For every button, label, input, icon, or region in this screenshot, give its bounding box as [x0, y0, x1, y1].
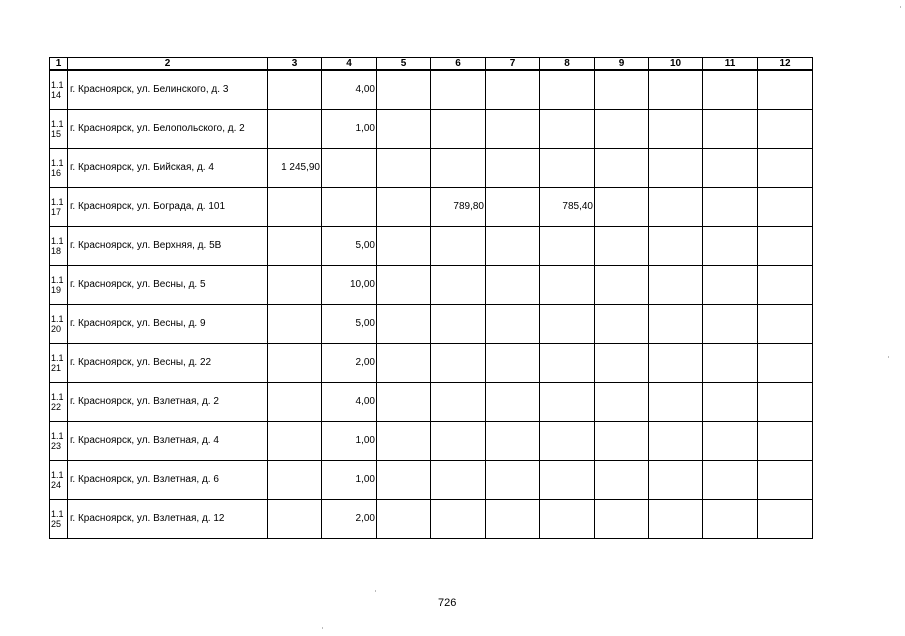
data-table — [49, 57, 813, 539]
value-cell-10 — [649, 382, 703, 421]
value-cell-7 — [486, 265, 540, 304]
address-cell: г. Красноярск, ул. Взлетная, д. 12 — [68, 499, 268, 538]
value-cell-6 — [431, 109, 486, 148]
value-cell-3 — [268, 109, 322, 148]
value-cell-12 — [758, 421, 813, 460]
row-number-suffix: 21 — [51, 362, 62, 373]
value-cell-4: 5,00 — [322, 304, 377, 343]
row-number-prefix: 1.1 — [51, 235, 64, 246]
value-cell-4: 2,00 — [322, 343, 377, 382]
value-cell-3 — [268, 382, 322, 421]
table-row — [50, 421, 813, 460]
value-cell-6 — [431, 265, 486, 304]
row-number-suffix: 22 — [51, 401, 62, 412]
row-number-prefix: 1.1 — [51, 508, 64, 519]
value-cell-6 — [431, 148, 486, 187]
value-cell-12 — [758, 343, 813, 382]
value-cell-6 — [431, 499, 486, 538]
value-cell-9 — [595, 421, 649, 460]
address-cell: г. Красноярск, ул. Взлетная, д. 2 — [68, 382, 268, 421]
value-cell-5 — [377, 109, 431, 148]
value-cell-8 — [540, 304, 595, 343]
table-row — [50, 382, 813, 421]
address-cell: г. Красноярск, ул. Весны, д. 9 — [68, 304, 268, 343]
value-cell-7 — [486, 226, 540, 265]
value-cell-12 — [758, 304, 813, 343]
value-cell-8 — [540, 265, 595, 304]
value-cell-8 — [540, 421, 595, 460]
value-cell-7 — [486, 187, 540, 226]
value-cell-4: 5,00 — [322, 226, 377, 265]
value-cell-11 — [703, 499, 758, 538]
value-cell-7 — [486, 109, 540, 148]
row-number-prefix: 1.1 — [51, 391, 64, 402]
value-cell-5 — [377, 70, 431, 109]
value-cell-11 — [703, 226, 758, 265]
address-cell: г. Красноярск, ул. Верхняя, д. 5В — [68, 226, 268, 265]
address-cell: г. Красноярск, ул. Весны, д. 22 — [68, 343, 268, 382]
value-cell-5 — [377, 226, 431, 265]
address-cell: г. Красноярск, ул. Бограда, д. 101 — [68, 187, 268, 226]
value-cell-5 — [377, 499, 431, 538]
value-cell-9 — [595, 499, 649, 538]
row-number-prefix: 1.1 — [51, 274, 64, 285]
value-cell-7 — [486, 70, 540, 109]
value-cell-8 — [540, 226, 595, 265]
scan-speck — [888, 356, 889, 358]
table-row — [50, 70, 813, 109]
row-number-suffix: 14 — [51, 89, 62, 100]
value-cell-5 — [377, 421, 431, 460]
table-row — [50, 499, 813, 538]
row-number-suffix: 16 — [51, 167, 62, 178]
value-cell-5 — [377, 265, 431, 304]
value-cell-3 — [268, 265, 322, 304]
row-number-cell — [50, 499, 68, 538]
value-cell-9 — [595, 304, 649, 343]
row-number-cell — [50, 421, 68, 460]
value-cell-4 — [322, 148, 377, 187]
value-cell-12 — [758, 148, 813, 187]
value-cell-11 — [703, 265, 758, 304]
value-cell-12 — [758, 226, 813, 265]
table-body — [50, 70, 813, 538]
value-cell-7 — [486, 304, 540, 343]
value-cell-11 — [703, 343, 758, 382]
value-cell-11 — [703, 421, 758, 460]
value-cell-6 — [431, 226, 486, 265]
value-cell-11 — [703, 187, 758, 226]
row-number-prefix: 1.1 — [51, 79, 64, 90]
table-row — [50, 460, 813, 499]
column-header-2: 2 — [68, 58, 268, 71]
row-number-cell — [50, 460, 68, 499]
value-cell-4: 1,00 — [322, 460, 377, 499]
value-cell-9 — [595, 460, 649, 499]
value-cell-8 — [540, 70, 595, 109]
value-cell-7 — [486, 421, 540, 460]
row-number-suffix: 20 — [51, 323, 62, 334]
value-cell-6 — [431, 343, 486, 382]
value-cell-6: 789,80 — [431, 187, 486, 226]
row-number-prefix: 1.1 — [51, 352, 64, 363]
value-cell-6 — [431, 382, 486, 421]
value-cell-8 — [540, 382, 595, 421]
value-cell-8 — [540, 109, 595, 148]
value-cell-12 — [758, 382, 813, 421]
value-cell-5 — [377, 148, 431, 187]
value-cell-3 — [268, 499, 322, 538]
value-cell-11 — [703, 460, 758, 499]
row-number-suffix: 24 — [51, 479, 62, 490]
value-cell-11 — [703, 70, 758, 109]
address-cell: г. Красноярск, ул. Белопольского, д. 2 — [68, 109, 268, 148]
value-cell-11 — [703, 304, 758, 343]
table-row — [50, 304, 813, 343]
value-cell-8: 785,40 — [540, 187, 595, 226]
value-cell-7 — [486, 382, 540, 421]
value-cell-4: 10,00 — [322, 265, 377, 304]
value-cell-4 — [322, 187, 377, 226]
header-row — [50, 58, 813, 71]
value-cell-9 — [595, 343, 649, 382]
value-cell-12 — [758, 499, 813, 538]
value-cell-6 — [431, 304, 486, 343]
value-cell-6 — [431, 460, 486, 499]
row-number-prefix: 1.1 — [51, 469, 64, 480]
row-number-cell — [50, 187, 68, 226]
row-number-cell — [50, 382, 68, 421]
column-header-6: 6 — [431, 58, 486, 71]
value-cell-10 — [649, 304, 703, 343]
column-header-5: 5 — [377, 58, 431, 71]
value-cell-5 — [377, 304, 431, 343]
row-number-prefix: 1.1 — [51, 430, 64, 441]
value-cell-4: 2,00 — [322, 499, 377, 538]
address-cell: г. Красноярск, ул. Белинского, д. 3 — [68, 70, 268, 109]
value-cell-9 — [595, 382, 649, 421]
value-cell-9 — [595, 70, 649, 109]
scan-speck — [375, 590, 376, 592]
value-cell-8 — [540, 499, 595, 538]
table-row — [50, 109, 813, 148]
value-cell-9 — [595, 109, 649, 148]
row-number-cell — [50, 148, 68, 187]
value-cell-11 — [703, 382, 758, 421]
value-cell-10 — [649, 343, 703, 382]
row-number-suffix: 25 — [51, 518, 62, 529]
value-cell-5 — [377, 343, 431, 382]
scan-speck — [322, 627, 323, 629]
value-cell-12 — [758, 265, 813, 304]
row-number-cell — [50, 304, 68, 343]
value-cell-6 — [431, 70, 486, 109]
value-cell-10 — [649, 148, 703, 187]
value-cell-7 — [486, 148, 540, 187]
value-cell-8 — [540, 343, 595, 382]
row-number-prefix: 1.1 — [51, 313, 64, 324]
row-number-cell — [50, 265, 68, 304]
value-cell-12 — [758, 70, 813, 109]
value-cell-9 — [595, 265, 649, 304]
row-number-suffix: 17 — [51, 206, 62, 217]
value-cell-4: 1,00 — [322, 109, 377, 148]
row-number-cell — [50, 343, 68, 382]
value-cell-12 — [758, 460, 813, 499]
scan-speck — [900, 6, 901, 8]
value-cell-6 — [431, 421, 486, 460]
row-number-prefix: 1.1 — [51, 118, 64, 129]
value-cell-7 — [486, 460, 540, 499]
page-number: 726 — [438, 597, 457, 609]
column-header-12: 12 — [758, 58, 813, 71]
value-cell-5 — [377, 460, 431, 499]
value-cell-7 — [486, 499, 540, 538]
value-cell-10 — [649, 421, 703, 460]
column-header-10: 10 — [649, 58, 703, 71]
value-cell-10 — [649, 265, 703, 304]
row-number-prefix: 1.1 — [51, 157, 64, 168]
row-number-suffix: 15 — [51, 128, 62, 139]
address-cell: г. Красноярск, ул. Весны, д. 5 — [68, 265, 268, 304]
row-number-suffix: 23 — [51, 440, 62, 451]
value-cell-8 — [540, 460, 595, 499]
table-row — [50, 265, 813, 304]
table-row — [50, 187, 813, 226]
value-cell-3 — [268, 343, 322, 382]
value-cell-12 — [758, 187, 813, 226]
address-cell: г. Красноярск, ул. Взлетная, д. 4 — [68, 421, 268, 460]
value-cell-9 — [595, 148, 649, 187]
value-cell-3 — [268, 187, 322, 226]
row-number-cell — [50, 109, 68, 148]
value-cell-7 — [486, 343, 540, 382]
column-header-4: 4 — [322, 58, 377, 71]
value-cell-3 — [268, 421, 322, 460]
column-header-11: 11 — [703, 58, 758, 71]
address-cell: г. Красноярск, ул. Взлетная, д. 6 — [68, 460, 268, 499]
value-cell-9 — [595, 187, 649, 226]
value-cell-10 — [649, 109, 703, 148]
row-number-suffix: 19 — [51, 284, 62, 295]
value-cell-5 — [377, 187, 431, 226]
value-cell-10 — [649, 187, 703, 226]
row-number-cell — [50, 226, 68, 265]
row-number-cell — [50, 70, 68, 109]
table-row — [50, 226, 813, 265]
table-row — [50, 148, 813, 187]
column-header-1: 1 — [50, 58, 68, 71]
value-cell-10 — [649, 226, 703, 265]
column-header-9: 9 — [595, 58, 649, 71]
row-number-suffix: 18 — [51, 245, 62, 256]
value-cell-3 — [268, 226, 322, 265]
value-cell-4: 4,00 — [322, 70, 377, 109]
value-cell-9 — [595, 226, 649, 265]
value-cell-11 — [703, 109, 758, 148]
value-cell-8 — [540, 148, 595, 187]
value-cell-3: 1 245,90 — [268, 148, 322, 187]
column-header-8: 8 — [540, 58, 595, 71]
value-cell-10 — [649, 70, 703, 109]
value-cell-12 — [758, 109, 813, 148]
column-header-7: 7 — [486, 58, 540, 71]
value-cell-3 — [268, 460, 322, 499]
table-row — [50, 343, 813, 382]
address-cell: г. Красноярск, ул. Бийская, д. 4 — [68, 148, 268, 187]
row-number-prefix: 1.1 — [51, 196, 64, 207]
column-header-3: 3 — [268, 58, 322, 71]
value-cell-3 — [268, 70, 322, 109]
value-cell-4: 4,00 — [322, 382, 377, 421]
value-cell-10 — [649, 460, 703, 499]
value-cell-5 — [377, 382, 431, 421]
value-cell-3 — [268, 304, 322, 343]
value-cell-4: 1,00 — [322, 421, 377, 460]
value-cell-11 — [703, 148, 758, 187]
value-cell-10 — [649, 499, 703, 538]
